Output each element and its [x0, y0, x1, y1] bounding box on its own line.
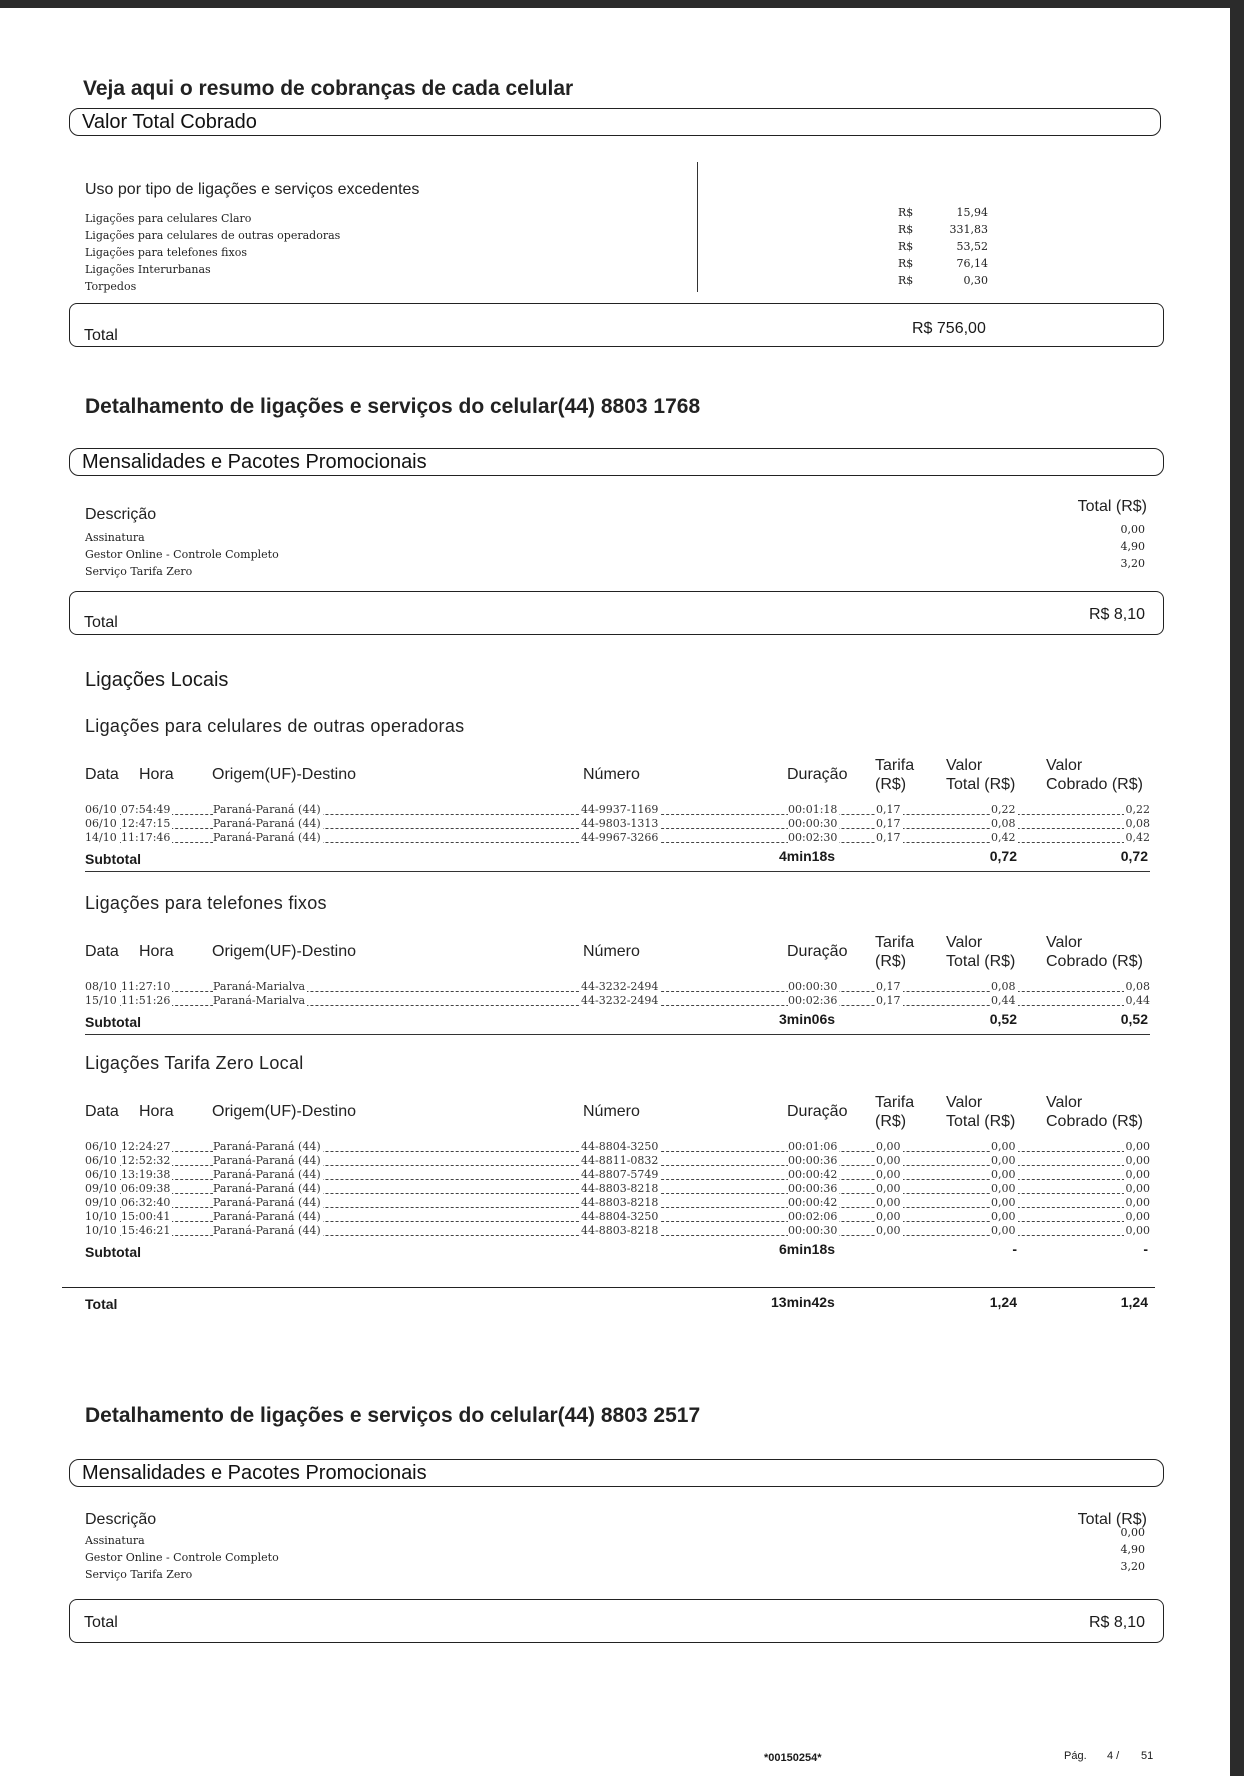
header-valor-cobrado-unit: Cobrado (R$) — [1046, 953, 1143, 970]
phone1-total-header: Total (R$) — [1077, 498, 1147, 515]
cell-origem: Paraná-Paraná (44) — [213, 1168, 321, 1181]
footer-page-total: 51 — [1141, 1750, 1154, 1762]
summary-total-value: R$ 756,00 — [912, 320, 986, 337]
valor-total-label: Valor Total Cobrado — [82, 109, 271, 136]
header-origem: Origem(UF)-Destino — [212, 1103, 357, 1120]
phone1-mens-total-value: R$ 8,10 — [1088, 606, 1145, 623]
cell-hora: 12:47:15 — [121, 817, 171, 830]
summary-item-value: 76,14 — [956, 257, 988, 270]
subtotal-duration: 3min06s — [779, 1011, 836, 1027]
phone1-mens-total-box — [69, 591, 1164, 635]
cell-hora: 11:17:46 — [121, 831, 171, 844]
header-hora: Hora — [139, 943, 174, 960]
cell-origem: Paraná-Paraná (44) — [213, 831, 321, 844]
cell-numero: 44-8804-3250 — [581, 1140, 659, 1153]
cell-valor-cobrado: 0,42 — [1125, 831, 1150, 844]
header-valor-total: Valor — [946, 934, 983, 951]
header-valor-total: Valor — [946, 757, 983, 774]
header-tarifa: Tarifa — [875, 757, 915, 774]
header-valor-total: Valor — [946, 1094, 983, 1111]
cell-valor-total: 0,00 — [991, 1224, 1016, 1237]
mens-item-label: Serviço Tarifa Zero — [85, 565, 193, 578]
cell-origem: Paraná-Paraná (44) — [213, 1210, 321, 1223]
cell-duracao: 00:02:30 — [788, 831, 838, 844]
cell-valor-cobrado: 0,44 — [1125, 994, 1150, 1007]
summary-total-box — [69, 303, 1164, 347]
cell-hora: 06:09:38 — [121, 1182, 171, 1195]
cell-valor-cobrado: 0,00 — [1125, 1210, 1150, 1223]
subtotal-duration: 4min18s — [779, 848, 836, 864]
locais-title: Ligações Locais — [85, 669, 229, 691]
cell-valor-cobrado: 0,08 — [1125, 817, 1150, 830]
cell-hora: 15:46:21 — [121, 1224, 171, 1237]
cell-data: 08/10 — [85, 980, 117, 993]
summary-item-label: Torpedos — [85, 280, 137, 293]
cell-valor-cobrado: 0,22 — [1125, 803, 1150, 816]
header-duracao: Duração — [787, 943, 848, 960]
table-row — [85, 1224, 1150, 1239]
summary-item-currency: R$ — [898, 257, 914, 270]
header-valor-cobrado: Valor — [1046, 934, 1083, 951]
cell-numero: 44-8804-3250 — [581, 1210, 659, 1223]
summary-item-currency: R$ — [898, 206, 914, 219]
footer-barcode-text: *00150254* — [764, 1752, 822, 1764]
cell-valor-cobrado: 0,00 — [1125, 1182, 1150, 1195]
summary-item-label: Ligações para telefones fixos — [85, 246, 247, 259]
cell-data: 06/10 — [85, 803, 117, 816]
header-tarifa-unit: (R$) — [875, 776, 907, 793]
header-valor-total-unit: Total (R$) — [946, 953, 1016, 970]
cell-origem: Paraná-Marialva — [213, 994, 306, 1007]
table-row — [85, 803, 1150, 818]
header-valor-cobrado: Valor — [1046, 1094, 1083, 1111]
scan-top-border — [0, 0, 1244, 8]
cell-hora: 11:51:26 — [121, 994, 171, 1007]
summary-item-value: 53,52 — [956, 240, 988, 253]
cell-valor-cobrado: 0,00 — [1125, 1224, 1150, 1237]
phone2-mens-label: Mensalidades e Pacotes Promocionais — [82, 1460, 441, 1487]
table-row — [85, 980, 1150, 995]
footer-page-label: Pág. — [1064, 1750, 1087, 1762]
summary-item-label: Ligações para celulares Claro — [85, 212, 252, 225]
cell-valor-total: 0,00 — [991, 1182, 1016, 1195]
cell-numero: 44-8811-0832 — [581, 1154, 659, 1167]
cell-hora: 12:52:32 — [121, 1154, 171, 1167]
cell-numero: 44-9967-3266 — [581, 831, 659, 844]
cell-origem: Paraná-Paraná (44) — [213, 1196, 321, 1209]
cell-duracao: 00:00:36 — [788, 1154, 838, 1167]
cell-origem: Paraná-Paraná (44) — [213, 803, 321, 816]
summary-title: Veja aqui o resumo de cobranças de cada celular — [83, 77, 574, 100]
mens-item-label: Serviço Tarifa Zero — [85, 1568, 193, 1581]
subtotal-cobrado: 0,72 — [1120, 848, 1148, 864]
subtotal-total: - — [1012, 1241, 1017, 1257]
summary-divider — [697, 162, 698, 292]
section-rule — [85, 871, 1150, 872]
mens-item-value: 3,20 — [1120, 557, 1145, 570]
summary-item-label: Ligações para celulares de outras operadoras — [85, 229, 341, 242]
cell-duracao: 00:01:18 — [788, 803, 838, 816]
cell-origem: Paraná-Paraná (44) — [213, 1140, 321, 1153]
phone2-mens-total-box — [69, 1599, 1164, 1643]
table-row — [85, 1168, 1150, 1183]
cell-valor-total: 0,08 — [991, 980, 1016, 993]
cell-duracao: 00:00:42 — [788, 1168, 838, 1181]
cell-duracao: 00:00:30 — [788, 980, 838, 993]
phone1-mens-box — [69, 448, 1164, 476]
phone1-mens-total-label: Total — [84, 614, 118, 631]
header-tarifa-unit: (R$) — [875, 1113, 907, 1130]
cell-tarifa: 0,17 — [876, 980, 901, 993]
cell-data: 10/10 — [85, 1210, 117, 1223]
cell-data: 15/10 — [85, 994, 117, 1007]
subtotal-cobrado: - — [1143, 1241, 1148, 1257]
cell-origem: Paraná-Paraná (44) — [213, 1182, 321, 1195]
cell-valor-total: 0,08 — [991, 817, 1016, 830]
header-valor-total-unit: Total (R$) — [946, 1113, 1016, 1130]
cell-hora: 11:27:10 — [121, 980, 171, 993]
grand-total-duration: 13min42s — [771, 1294, 835, 1310]
header-valor-cobrado-unit: Cobrado (R$) — [1046, 1113, 1143, 1130]
mens-item-value: 4,90 — [1120, 1543, 1145, 1556]
cell-duracao: 00:02:36 — [788, 994, 838, 1007]
cell-data: 14/10 — [85, 831, 117, 844]
cell-numero: 44-3232-2494 — [581, 994, 659, 1007]
mens-item-label: Gestor Online - Controle Completo — [85, 548, 279, 561]
grand-total-cobrado: 1,24 — [1120, 1294, 1148, 1310]
header-duracao: Duração — [787, 766, 848, 783]
mens-item-value: 0,00 — [1120, 1526, 1145, 1539]
cell-valor-cobrado: 0,08 — [1125, 980, 1150, 993]
cell-tarifa: 0,00 — [876, 1140, 901, 1153]
cell-numero: 44-3232-2494 — [581, 980, 659, 993]
table-row — [85, 817, 1150, 832]
header-hora: Hora — [139, 766, 174, 783]
subtotal-cobrado: 0,52 — [1120, 1011, 1148, 1027]
cell-data: 10/10 — [85, 1224, 117, 1237]
cell-numero: 44-8807-5749 — [581, 1168, 659, 1181]
cell-valor-total: 0,00 — [991, 1154, 1016, 1167]
subtotal-label: Subtotal — [85, 1244, 141, 1260]
header-numero: Número — [583, 766, 640, 783]
cell-duracao: 00:00:30 — [788, 817, 838, 830]
subtotal-label: Subtotal — [85, 1014, 141, 1030]
cell-origem: Paraná-Paraná (44) — [213, 817, 321, 830]
header-data: Data — [85, 766, 119, 783]
phone2-mens-total-label: Total — [84, 1614, 118, 1631]
phone1-desc-header: Descrição — [85, 506, 157, 523]
phone2-title: Detalhamento de ligações e serviços do celular(44) 8803 2517 — [85, 1404, 701, 1427]
cell-data: 06/10 — [85, 1140, 117, 1153]
cell-tarifa: 0,00 — [876, 1196, 901, 1209]
cell-valor-cobrado: 0,00 — [1125, 1154, 1150, 1167]
mens-item-label: Assinatura — [85, 531, 145, 544]
table-row — [85, 1154, 1150, 1169]
header-valor-cobrado-unit: Cobrado (R$) — [1046, 776, 1143, 793]
mens-item-value: 4,90 — [1120, 540, 1145, 553]
table-row — [85, 1140, 1150, 1155]
cell-tarifa: 0,00 — [876, 1224, 901, 1237]
cell-valor-total: 0,00 — [991, 1210, 1016, 1223]
cell-origem: Paraná-Marialva — [213, 980, 306, 993]
phone1-title: Detalhamento de ligações e serviços do celular(44) 8803 1768 — [85, 395, 701, 418]
subtotal-duration: 6min18s — [779, 1241, 836, 1257]
table-row — [85, 994, 1150, 1009]
grand-total-rule — [62, 1287, 1155, 1288]
cell-data: 06/10 — [85, 1154, 117, 1167]
phone2-mens-box — [69, 1459, 1164, 1487]
cell-valor-cobrado: 0,00 — [1125, 1140, 1150, 1153]
cell-tarifa: 0,17 — [876, 817, 901, 830]
summary-item-value: 15,94 — [956, 206, 988, 219]
table-row — [85, 1196, 1150, 1211]
header-tarifa-unit: (R$) — [875, 953, 907, 970]
mens-item-label: Assinatura — [85, 1534, 145, 1547]
cell-duracao: 00:01:06 — [788, 1140, 838, 1153]
summary-item-label: Ligações Interurbanas — [85, 263, 211, 276]
cell-numero: 44-9803-1313 — [581, 817, 659, 830]
cell-tarifa: 0,00 — [876, 1210, 901, 1223]
phone2-desc-header: Descrição — [85, 1511, 157, 1528]
cell-duracao: 00:00:30 — [788, 1224, 838, 1237]
summary-total-label: Total — [84, 327, 118, 344]
grand-total-label: Total — [85, 1296, 118, 1312]
cell-valor-total: 0,00 — [991, 1140, 1016, 1153]
cell-data: 09/10 — [85, 1196, 117, 1209]
phone1-mens-label: Mensalidades e Pacotes Promocionais — [82, 449, 441, 476]
summary-item-currency: R$ — [898, 240, 914, 253]
subtotal-label: Subtotal — [85, 851, 141, 867]
cell-data: 06/10 — [85, 817, 117, 830]
section-title: Ligações para celulares de outras operadoras — [85, 716, 465, 736]
header-data: Data — [85, 1103, 119, 1120]
cell-hora: 15:00:41 — [121, 1210, 171, 1223]
mens-item-value: 3,20 — [1120, 1560, 1145, 1573]
summary-item-value: 0,30 — [963, 274, 988, 287]
table-row — [85, 1182, 1150, 1197]
header-origem: Origem(UF)-Destino — [212, 943, 357, 960]
cell-numero: 44-8803-8218 — [581, 1196, 659, 1209]
table-row — [85, 831, 1150, 846]
cell-hora: 12:24:27 — [121, 1140, 171, 1153]
cell-duracao: 00:00:42 — [788, 1196, 838, 1209]
summary-item-currency: R$ — [898, 223, 914, 236]
cell-hora: 13:19:38 — [121, 1168, 171, 1181]
header-data: Data — [85, 943, 119, 960]
cell-valor-total: 0,00 — [991, 1168, 1016, 1181]
cell-valor-total: 0,00 — [991, 1196, 1016, 1209]
header-tarifa: Tarifa — [875, 1094, 915, 1111]
cell-hora: 06:32:40 — [121, 1196, 171, 1209]
cell-valor-total: 0,22 — [991, 803, 1016, 816]
phone2-mens-total-value: R$ 8,10 — [1088, 1614, 1145, 1631]
cell-numero: 44-9937-1169 — [581, 803, 659, 816]
cell-numero: 44-8803-8218 — [581, 1224, 659, 1237]
cell-tarifa: 0,00 — [876, 1182, 901, 1195]
header-tarifa: Tarifa — [875, 934, 915, 951]
cell-duracao: 00:02:06 — [788, 1210, 838, 1223]
section-rule — [85, 1034, 1150, 1035]
mens-item-label: Gestor Online - Controle Completo — [85, 1551, 279, 1564]
header-numero: Número — [583, 943, 640, 960]
cell-origem: Paraná-Paraná (44) — [213, 1154, 321, 1167]
cell-data: 06/10 — [85, 1168, 117, 1181]
usage-heading: Uso por tipo de ligações e serviços excedentes — [85, 181, 420, 198]
section-title: Ligações Tarifa Zero Local — [85, 1053, 304, 1073]
cell-duracao: 00:00:36 — [788, 1182, 838, 1195]
cell-tarifa: 0,17 — [876, 994, 901, 1007]
cell-hora: 07:54:49 — [121, 803, 171, 816]
footer-page-number: 4 / — [1107, 1750, 1120, 1762]
cell-origem: Paraná-Paraná (44) — [213, 1224, 321, 1237]
subtotal-total: 0,52 — [989, 1011, 1017, 1027]
section-title: Ligações para telefones fixos — [85, 893, 327, 913]
mens-item-value: 0,00 — [1120, 523, 1145, 536]
cell-valor-cobrado: 0,00 — [1125, 1168, 1150, 1181]
cell-numero: 44-8803-8218 — [581, 1182, 659, 1195]
header-origem: Origem(UF)-Destino — [212, 766, 357, 783]
header-hora: Hora — [139, 1103, 174, 1120]
cell-valor-total: 0,44 — [991, 994, 1016, 1007]
summary-item-value: 331,83 — [949, 223, 988, 236]
cell-tarifa: 0,00 — [876, 1168, 901, 1181]
cell-tarifa: 0,17 — [876, 831, 901, 844]
grand-total-total: 1,24 — [989, 1294, 1017, 1310]
subtotal-total: 0,72 — [989, 848, 1017, 864]
scan-right-border — [1230, 0, 1244, 1776]
cell-valor-cobrado: 0,00 — [1125, 1196, 1150, 1209]
table-row — [85, 1210, 1150, 1225]
phone2-total-header: Total (R$) — [1077, 1511, 1147, 1528]
header-valor-total-unit: Total (R$) — [946, 776, 1016, 793]
cell-tarifa: 0,00 — [876, 1154, 901, 1167]
header-valor-cobrado: Valor — [1046, 757, 1083, 774]
cell-valor-total: 0,42 — [991, 831, 1016, 844]
valor-total-box — [69, 108, 1161, 136]
summary-item-currency: R$ — [898, 274, 914, 287]
header-duracao: Duração — [787, 1103, 848, 1120]
header-numero: Número — [583, 1103, 640, 1120]
cell-data: 09/10 — [85, 1182, 117, 1195]
cell-tarifa: 0,17 — [876, 803, 901, 816]
